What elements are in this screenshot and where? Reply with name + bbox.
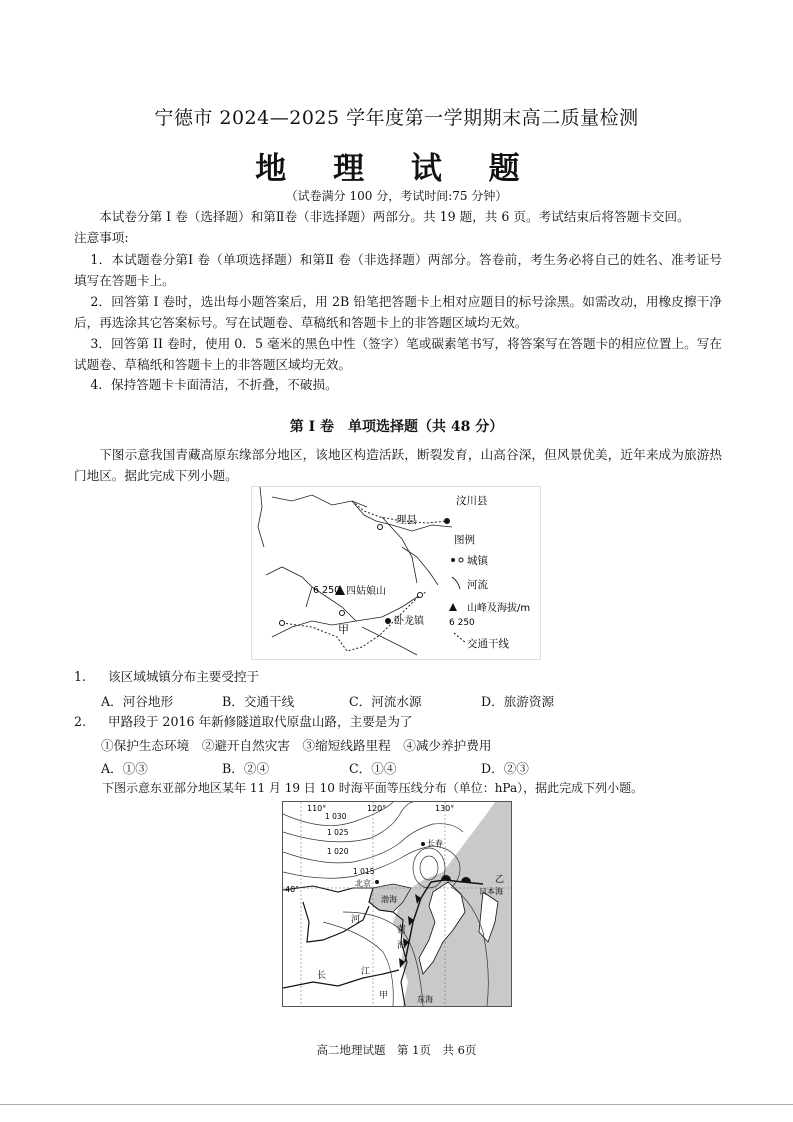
label-lon120: 120°	[367, 804, 387, 813]
question-stem-2: 下图示意东亚部分地区某年 11 月 19 日 10 时海平面等压线分布（单位：hPa），据此完成下列小题。	[102, 781, 644, 795]
legend-peak-sample: 6 250	[449, 618, 475, 628]
town-lixian	[378, 525, 383, 530]
isobar-low-inner	[420, 856, 438, 880]
label-wenchuan: 汶川县	[456, 495, 488, 507]
city-changchun	[421, 842, 425, 846]
q2-option-b[interactable]: B．②④	[222, 761, 270, 776]
label-jia: 甲	[338, 623, 349, 636]
legend-town-circle	[459, 558, 463, 562]
label-lat40: 40°	[285, 885, 300, 894]
river-line	[266, 567, 312, 607]
river-line	[402, 547, 438, 585]
label-beijing: 北京	[355, 879, 371, 888]
label-bohai: 渤海	[381, 895, 397, 904]
map-qinghai-tibet-east	[251, 486, 541, 660]
town-wenchuan	[444, 518, 450, 524]
notice-item-2: 2．回答第 I 卷时，选出每小题答案后，用 2B 铅笔把答题卡上相对应题目的标号涂黑。如需改动，用橡皮擦干净后，再选涂其它答案标号。写在试题卷、草稿纸和答题卡上的非答题区域均无效。	[74, 294, 722, 330]
town-wolong	[385, 618, 391, 624]
notice-item-3: 3．回答第 II 卷时，使用 0．5 毫米的黑色中性（签字）笔或碳素笔书写，将答案写在答题卡的相应位置上。写在试题卷、草稿纸和答题卡上的非答题区域均无效。	[74, 336, 722, 372]
map1-svg	[252, 487, 540, 659]
question-1-text: 该区域城镇分布主要受控于	[108, 669, 260, 684]
city-beijing	[375, 880, 379, 884]
label-p1030: 1 030	[325, 812, 347, 821]
q2-items: ①保护生态环境 ②避开自然灾害 ③缩短线路里程 ④减少养护费用	[101, 738, 492, 753]
river-line	[258, 487, 264, 547]
label-lon130: 130°	[435, 804, 455, 813]
question-2	[74, 711, 413, 732]
q2-option-c[interactable]: C．①④	[349, 761, 397, 776]
q2-option-d[interactable]: D．②③	[481, 761, 529, 776]
q2-option-a[interactable]: A．①③	[101, 761, 148, 776]
legend-title: 图例	[454, 534, 475, 546]
label-changjiang-2: 江	[361, 967, 371, 977]
question-1	[74, 666, 259, 687]
legend-river-icon	[452, 577, 460, 589]
section-title: 第 I 卷 单项选择题（共 48 分）	[289, 419, 504, 435]
label-p1015: 1 015	[353, 867, 375, 876]
peak-name: 四姑娘山	[346, 586, 386, 597]
q1-option-d[interactable]: D．旅游资源	[481, 694, 555, 709]
label-changjiang-1: 长	[317, 971, 327, 981]
yangtze-river	[283, 970, 399, 988]
label-changchun: 长春	[427, 839, 443, 848]
q1-option-c[interactable]: C．河流水源	[349, 694, 422, 709]
map-east-asia-isobars	[282, 801, 512, 1007]
label-p1025: 1 025	[327, 828, 349, 837]
question-2-number: 2.	[74, 714, 87, 729]
intro-paragraph	[74, 206, 722, 227]
intro-text: 本试卷分第 I 卷（选择题）和第Ⅱ卷（非选择题）两部分。共 19 题，共 6 页。考试结束后将答题卡交回。	[99, 209, 690, 224]
q1-option-a[interactable]: A．河谷地形	[101, 694, 174, 709]
page-footer: 高二地理试题 第 1页 共 6页	[316, 1043, 477, 1057]
label-yi: 乙	[495, 875, 505, 885]
notice-item-1: 1．本试题卷分第I 卷（单项选择题）和第Ⅱ 卷（非选择题）两部分。答卷前，考生务必将自己的姓名、准考证号填写在答题卡上。	[74, 252, 722, 288]
legend-road-icon	[454, 633, 466, 643]
exam-meta: （试卷满分 100 分，考试时间:75 分钟）	[285, 189, 508, 203]
legend-peak: 山峰及海拔/m	[467, 603, 531, 614]
legend-road: 交通干线	[467, 638, 509, 650]
map2-svg	[283, 802, 511, 1006]
question-1-number: 1.	[74, 669, 87, 684]
legend-town-dot	[451, 558, 455, 562]
label-huanghai-1: 黄	[397, 925, 407, 935]
label-wolong: 卧龙镇	[394, 616, 424, 627]
notice-item-4: 4．保持答题卡卡面清洁，不折叠，不破损。	[90, 377, 338, 392]
subject-title: 地 理 试 题	[255, 151, 538, 187]
label-huanghai-2: 海	[397, 941, 407, 951]
label-p1020: 1 020	[327, 847, 349, 856]
legend-river: 河流	[467, 579, 488, 591]
label-lixian: 理县	[396, 514, 417, 526]
legend-peak-icon	[449, 603, 457, 611]
label-donghai: 东海	[417, 995, 433, 1004]
town-marker	[418, 593, 423, 598]
legend-town: 城镇	[467, 555, 488, 567]
peak-value: 6 250	[313, 585, 341, 596]
label-jia-point: 甲	[379, 991, 389, 1001]
label-lon110: 110°	[307, 804, 327, 813]
label-rihai: 日本海	[479, 887, 503, 896]
q1-option-b[interactable]: B．交通干线	[222, 694, 295, 709]
notice-heading: 注意事项:	[74, 230, 129, 245]
page-bottom-rule	[0, 1104, 793, 1105]
town-jia	[340, 611, 345, 616]
exam-title: 宁德市 2024—2025 学年度第一学期期末高二质量检测	[154, 107, 639, 129]
label-huanghe: 河	[351, 915, 361, 925]
town-marker	[280, 621, 285, 626]
question-stem-1: 下图示意我国青藏高原东缘部分地区，该地区构造活跃，断裂发育，山高谷深，但风景优美，近年来成为旅游热门地区。据此完成下列小题。	[74, 447, 722, 483]
question-2-text: 甲路段于 2016 年新修隧道取代原盘山路，主要是为了	[108, 714, 413, 729]
